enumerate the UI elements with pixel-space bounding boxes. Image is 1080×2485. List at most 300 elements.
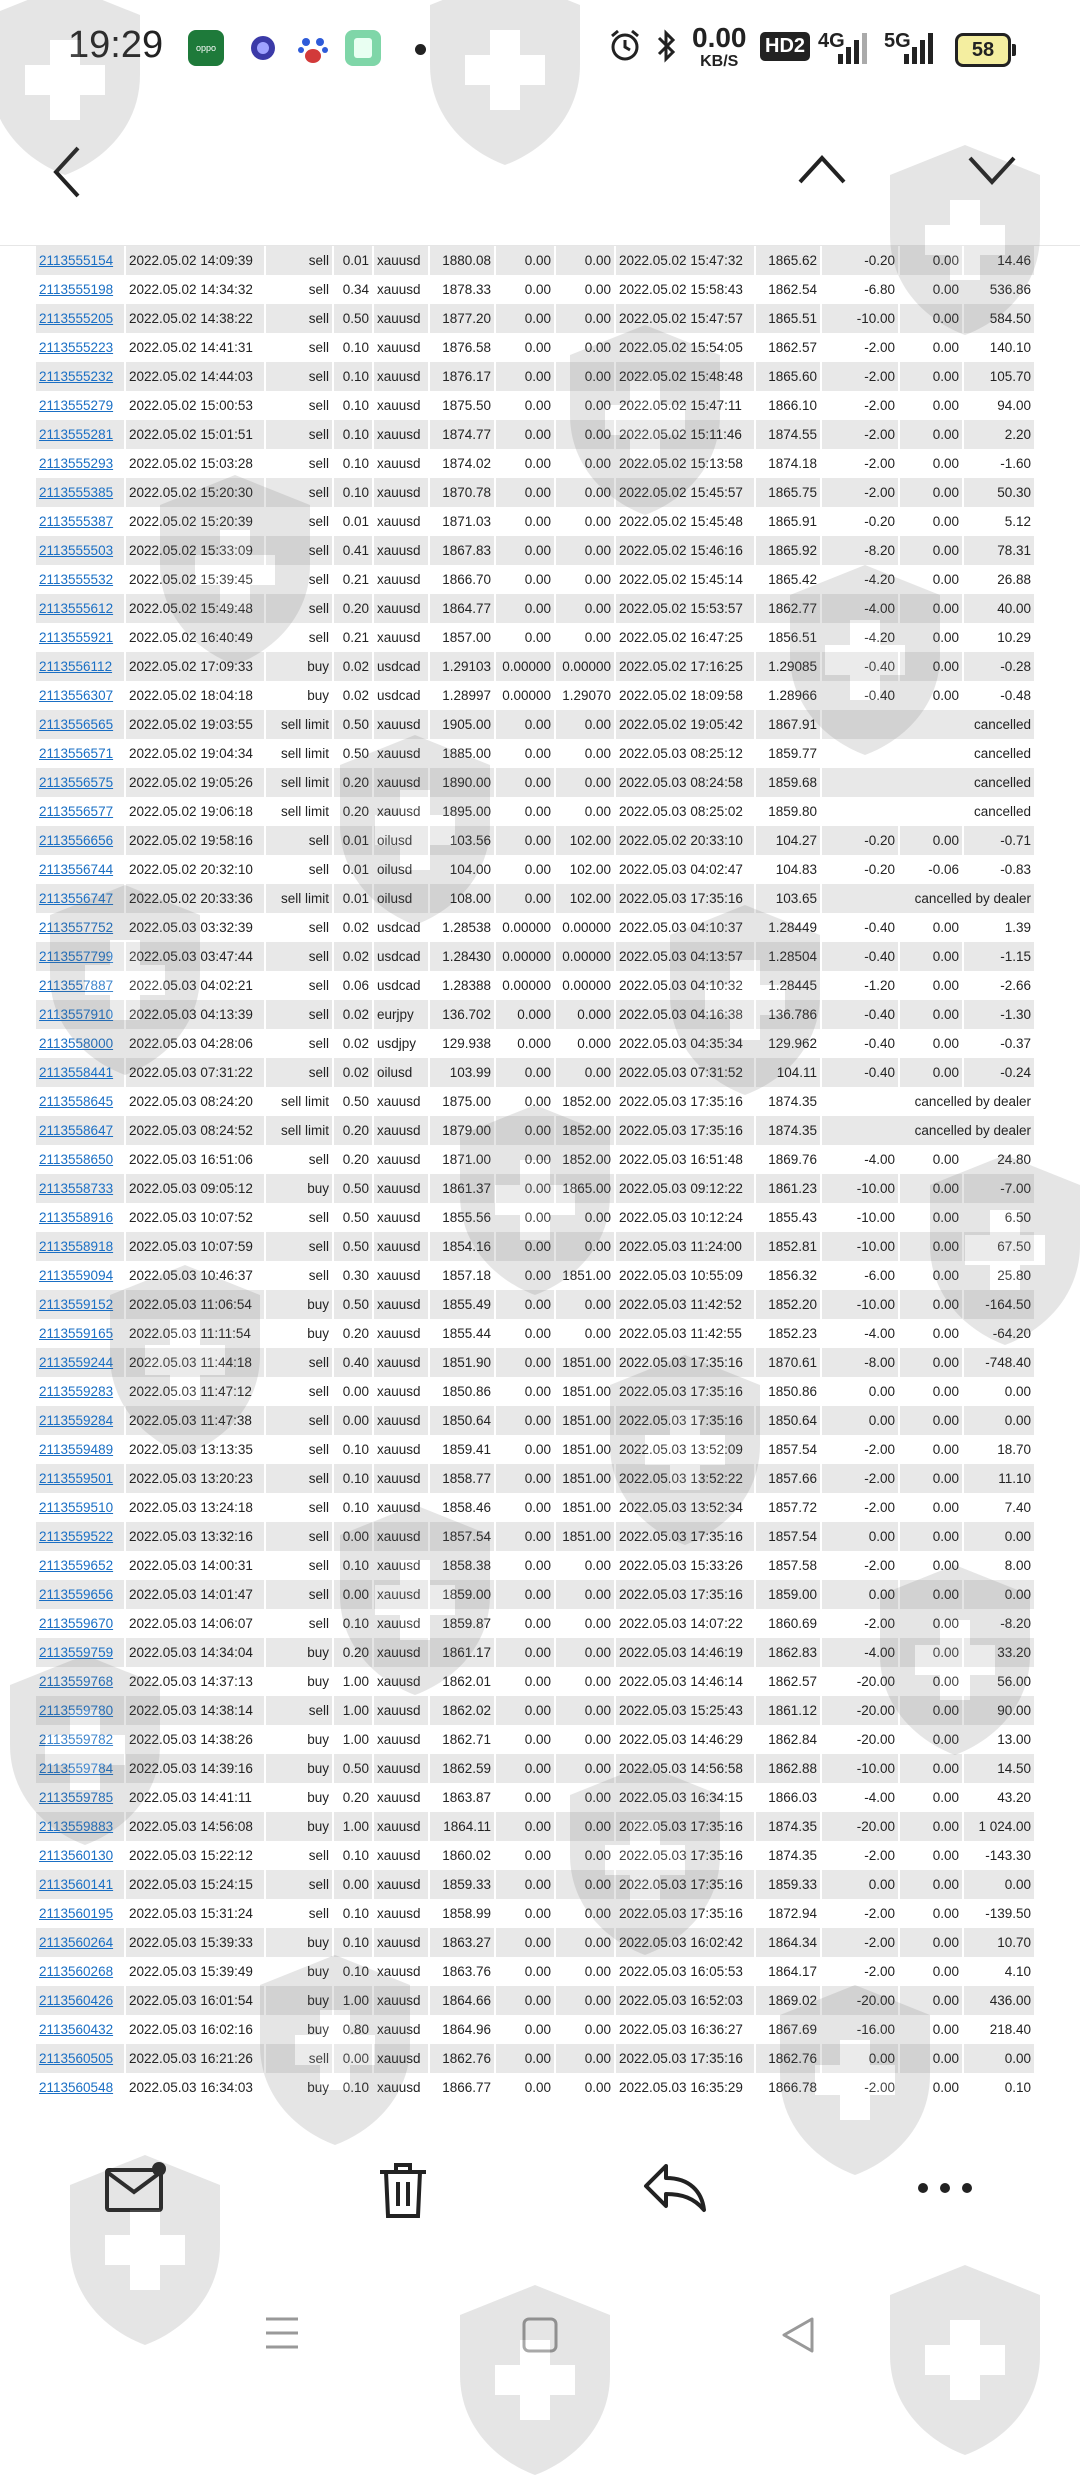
symbol-text: xauusd [377, 746, 421, 761]
symbol-text: xauusd [377, 804, 421, 819]
ticket-link[interactable] [36, 652, 125, 681]
ticket-link-text[interactable]: 2113555223 [39, 340, 114, 355]
order-type-text: buy [307, 1674, 329, 1689]
close-price [755, 1551, 821, 1580]
stop-loss-text: 0.000 [517, 1007, 551, 1022]
close-time-text: 2022.05.03 13:52:34 [619, 1500, 743, 1515]
close-price [755, 1261, 821, 1290]
take-profit [555, 2073, 615, 2102]
order-type-text: sell [308, 920, 329, 935]
table-row [36, 1406, 1035, 1435]
close-price [755, 333, 821, 362]
stop-loss-text: 0.00000 [502, 978, 551, 993]
ticket-link[interactable] [36, 246, 125, 275]
mail-icon[interactable] [103, 2160, 169, 2221]
take-profit-text: 0.00 [584, 1674, 611, 1689]
close-time-text: 2022.05.02 20:33:10 [619, 833, 743, 848]
close-price [755, 942, 821, 971]
profit-text: 0.00 [1004, 1877, 1031, 1892]
ticket-link[interactable] [36, 1638, 125, 1667]
open-price-text: 1854.16 [442, 1239, 491, 1254]
open-price [429, 1261, 495, 1290]
ticket-link-text[interactable]: 2113556112 [39, 659, 113, 674]
volume [333, 710, 373, 739]
ticket-link[interactable] [36, 1290, 125, 1319]
symbol-text: xauusd [377, 2051, 421, 2066]
more-icon[interactable] [915, 2180, 975, 2201]
open-time-text: 2022.05.02 14:34:32 [129, 282, 253, 297]
ticket-link-text[interactable]: 2113559785 [39, 1790, 114, 1805]
ticket-link[interactable] [36, 1609, 125, 1638]
open-time-text: 2022.05.03 08:24:20 [129, 1094, 253, 1109]
ticket-link-text[interactable]: 2113557887 [39, 978, 114, 993]
ticket-link[interactable] [36, 1841, 125, 1870]
signal-4g-label: 4G [818, 30, 845, 52]
volume [333, 1232, 373, 1261]
trash-icon[interactable] [378, 2160, 428, 2225]
take-profit-text: 0.00 [584, 2080, 611, 2095]
ticket-link[interactable] [36, 1899, 125, 1928]
swap-text: 0.00 [932, 1732, 959, 1747]
ticket-link-text[interactable]: 2113558000 [39, 1036, 114, 1051]
symbol-text: xauusd [377, 398, 421, 413]
symbol [373, 797, 429, 826]
ticket-link-text[interactable]: 2113558733 [39, 1181, 114, 1196]
ticket-link[interactable] [36, 1696, 125, 1725]
close-time-text: 2022.05.03 17:35:16 [619, 1848, 743, 1863]
ticket-link-text[interactable]: 2113557752 [39, 920, 114, 935]
ticket-link-text[interactable]: 2113558918 [39, 1239, 114, 1254]
ticket-link[interactable] [36, 768, 125, 797]
ticket-link-text[interactable]: 2113560268 [39, 1964, 114, 1979]
stop-loss [495, 768, 555, 797]
orders-table [36, 246, 1036, 2102]
volume-text: 0.10 [342, 456, 369, 471]
symbol-text: xauusd [377, 253, 421, 268]
ticket-link[interactable] [36, 1986, 125, 2015]
close-price-text: 1859.80 [768, 804, 817, 819]
ticket-link-text[interactable]: 2113556307 [39, 688, 114, 703]
ticket-link[interactable] [36, 1406, 125, 1435]
ticket-link-text[interactable]: 2113555387 [39, 514, 114, 529]
ticket-link-text[interactable]: 2113559652 [39, 1558, 114, 1573]
symbol-text: xauusd [377, 1529, 421, 1544]
ticket-link[interactable] [36, 1667, 125, 1696]
open-price-text: 1905.00 [442, 717, 491, 732]
order-type [265, 826, 333, 855]
take-profit-text: 0.00000 [562, 978, 611, 993]
ticket-link[interactable] [36, 391, 125, 420]
ticket-link[interactable] [36, 826, 125, 855]
ticket-link[interactable] [36, 681, 125, 710]
email-content[interactable] [0, 245, 1080, 2116]
profit-text: 140.10 [989, 340, 1031, 355]
ticket-link-text[interactable]: 2113556577 [39, 804, 114, 819]
commission-text: 0.00 [868, 1877, 895, 1892]
ticket-link-text[interactable]: 2113556575 [39, 775, 114, 790]
take-profit-text: 0.000 [577, 1036, 611, 1051]
commission-text: -10.00 [856, 1210, 895, 1225]
ticket-link[interactable] [36, 710, 125, 739]
close-price-text: 1.28445 [768, 978, 817, 993]
symbol-text: oilusd [377, 833, 413, 848]
commission [821, 1493, 899, 1522]
take-profit [555, 2015, 615, 2044]
net-speed-value: 0.00 [692, 22, 747, 53]
table-row [36, 681, 1035, 710]
open-price-text: 1885.00 [442, 746, 491, 761]
stop-loss-text: 0.00 [524, 746, 551, 761]
ticket-link[interactable] [36, 855, 125, 884]
take-profit-text: 0.00 [584, 485, 611, 500]
ticket-link-text[interactable]: 2113559152 [39, 1297, 114, 1312]
profit [963, 681, 1035, 710]
take-profit [555, 681, 615, 710]
ticket-link-text[interactable]: 2113556656 [39, 833, 114, 848]
commission [821, 1899, 899, 1928]
close-price [755, 1986, 821, 2015]
order-type-text: sell [308, 601, 329, 616]
volume-text: 0.10 [342, 1935, 369, 1950]
symbol [373, 1957, 429, 1986]
order-type [265, 681, 333, 710]
stop-loss-text: 0.00 [524, 1152, 551, 1167]
menu-icon[interactable] [262, 2315, 302, 2356]
close-price [755, 1087, 821, 1116]
ticket-link[interactable] [36, 1000, 125, 1029]
volume [333, 652, 373, 681]
ticket-link-text[interactable]: 2113555532 [39, 572, 114, 587]
profit [963, 1812, 1035, 1841]
swap-text: 0.00 [932, 1500, 959, 1515]
ticket-link-text[interactable]: 2113559489 [39, 1442, 114, 1457]
commission [821, 449, 899, 478]
ticket-link[interactable] [36, 1203, 125, 1232]
open-time [125, 333, 265, 362]
home-icon[interactable] [520, 2315, 560, 2360]
open-time-text: 2022.05.03 13:32:16 [129, 1529, 253, 1544]
ticket-link-text[interactable]: 2113560505 [39, 2051, 114, 2066]
order-type-text: sell [308, 369, 329, 384]
ticket-link-text[interactable]: 2113560548 [39, 2080, 114, 2095]
order-type [265, 2015, 333, 2044]
swap [899, 1464, 963, 1493]
ticket-link[interactable] [36, 1087, 125, 1116]
profit-text: -0.24 [1000, 1065, 1031, 1080]
ticket-link[interactable] [36, 1319, 125, 1348]
ticket-link[interactable] [36, 1928, 125, 1957]
ticket-link-text[interactable]: 2113559501 [39, 1471, 114, 1486]
ticket-link-text[interactable]: 2113559094 [39, 1268, 114, 1283]
commission-text: -0.20 [864, 833, 895, 848]
stop-loss-text: 0.00 [524, 1761, 551, 1776]
table-row [36, 275, 1035, 304]
open-price-text: 1864.11 [443, 1819, 491, 1834]
symbol [373, 971, 429, 1000]
take-profit-text: 0.00 [584, 456, 611, 471]
ticket-link-text[interactable]: 2113559670 [39, 1616, 114, 1631]
ticket-link-text[interactable]: 2113560432 [39, 2022, 114, 2037]
close-price [755, 1783, 821, 1812]
ticket-link[interactable] [36, 478, 125, 507]
ticket-link-text[interactable]: 2113556565 [39, 717, 114, 732]
volume [333, 1928, 373, 1957]
close-time [615, 449, 755, 478]
close-time-text: 2022.05.03 08:24:58 [619, 775, 743, 790]
system-nav-bar [0, 2275, 1080, 2400]
ticket-link[interactable] [36, 1145, 125, 1174]
order-type [265, 2044, 333, 2073]
ticket-link-text[interactable]: 2113559768 [39, 1674, 114, 1689]
ticket-link-text[interactable]: 2113558650 [39, 1152, 114, 1167]
order-type [265, 507, 333, 536]
ticket-link-text[interactable]: 2113555198 [39, 282, 114, 297]
open-time [125, 1812, 265, 1841]
ticket-link[interactable] [36, 362, 125, 391]
ticket-link[interactable] [36, 884, 125, 913]
ticket-link-text[interactable]: 2113559510 [39, 1500, 114, 1515]
take-profit [555, 333, 615, 362]
open-time-text: 2022.05.02 19:04:34 [129, 746, 253, 761]
order-type-text: sell [308, 543, 329, 558]
ticket-link-text[interactable]: 2113555293 [39, 456, 114, 471]
ticket-link-text[interactable]: 2113555503 [39, 543, 114, 558]
stop-loss-text: 0.00 [524, 1616, 551, 1631]
ticket-link-text[interactable]: 2113559883 [39, 1819, 114, 1834]
ticket-link[interactable] [36, 1464, 125, 1493]
ticket-link[interactable] [36, 1261, 125, 1290]
ticket-link[interactable] [36, 1522, 125, 1551]
ticket-link[interactable] [36, 623, 125, 652]
ticket-link-text[interactable]: 2113555281 [39, 427, 114, 442]
ticket-link-text[interactable]: 2113555921 [39, 630, 114, 645]
profit-text: 6.50 [1004, 1210, 1031, 1225]
ticket-link-text[interactable]: 2113560426 [39, 1993, 114, 2008]
take-profit [555, 391, 615, 420]
back-triangle-icon[interactable] [778, 2315, 818, 2360]
open-time [125, 623, 265, 652]
stop-loss-text: 0.00 [524, 804, 551, 819]
profit [963, 1870, 1035, 1899]
symbol-text: xauusd [377, 1268, 421, 1283]
ticket-link[interactable] [36, 1812, 125, 1841]
close-time [615, 333, 755, 362]
close-time-text: 2022.05.03 04:13:57 [619, 949, 743, 964]
chevron-down-icon[interactable] [966, 150, 1018, 195]
close-time-text: 2022.05.03 11:42:55 [619, 1326, 742, 1341]
volume-text: 0.01 [342, 833, 369, 848]
order-type [265, 1319, 333, 1348]
ticket-link[interactable] [36, 1870, 125, 1899]
swap [899, 1435, 963, 1464]
commission [821, 623, 899, 652]
ticket-link-text[interactable]: 2113559165 [39, 1326, 114, 1341]
close-price [755, 1000, 821, 1029]
ticket-link[interactable] [36, 1493, 125, 1522]
ticket-link[interactable] [36, 304, 125, 333]
order-type [265, 1696, 333, 1725]
stop-loss [495, 333, 555, 362]
close-time-text: 2022.05.03 04:16:38 [619, 1007, 743, 1022]
chevron-left-icon[interactable] [48, 142, 88, 207]
ticket-link-text[interactable]: 2113558645 [39, 1094, 114, 1109]
close-time [615, 1319, 755, 1348]
ticket-link-text[interactable]: 2113559656 [39, 1587, 114, 1602]
order-type [265, 1841, 333, 1870]
ticket-link[interactable] [36, 739, 125, 768]
ticket-link[interactable] [36, 2073, 125, 2102]
symbol [373, 710, 429, 739]
profit-text: 218.40 [989, 2022, 1031, 2037]
close-price-text: 1859.77 [768, 746, 817, 761]
profit-text: 11.10 [998, 1471, 1031, 1486]
close-price-text: 1860.69 [768, 1616, 817, 1631]
open-price-text: 1877.20 [442, 311, 491, 326]
ticket-link[interactable] [36, 1754, 125, 1783]
ticket-link-text[interactable]: 2113559283 [39, 1384, 114, 1399]
commission-text: -2.00 [864, 1558, 895, 1573]
swap [899, 681, 963, 710]
ticket-link[interactable] [36, 1551, 125, 1580]
ticket-link[interactable] [36, 1580, 125, 1609]
ticket-link-text[interactable]: 2113556571 [39, 746, 114, 761]
ticket-link-text[interactable]: 2113559780 [39, 1703, 114, 1718]
order-type-text: sell [308, 1065, 329, 1080]
volume-text: 0.21 [342, 630, 369, 645]
order-type [265, 797, 333, 826]
ticket-link-text[interactable]: 2113555612 [39, 601, 114, 616]
open-time [125, 1899, 265, 1928]
close-price [755, 1232, 821, 1261]
open-price [429, 1464, 495, 1493]
ticket-link-text[interactable]: 2113557799 [39, 949, 114, 964]
ticket-link[interactable] [36, 594, 125, 623]
ticket-link-text[interactable]: 2113559244 [39, 1355, 114, 1370]
profit [963, 1464, 1035, 1493]
ticket-link[interactable] [36, 1348, 125, 1377]
ticket-link[interactable] [36, 420, 125, 449]
table-row [36, 1174, 1035, 1203]
close-time-text: 2022.05.03 07:31:52 [619, 1065, 743, 1080]
symbol-text: xauusd [377, 1442, 421, 1457]
ticket-link-text[interactable]: 2113557910 [39, 1007, 114, 1022]
ticket-link-text[interactable]: 2113560195 [39, 1906, 114, 1921]
ticket-link-text[interactable]: 2113555385 [39, 485, 114, 500]
close-time-text: 2022.05.02 15:47:11 [619, 398, 742, 413]
volume [333, 942, 373, 971]
commission [821, 1870, 899, 1899]
order-status-text: cancelled by dealer [914, 1094, 1031, 1109]
ticket-link-text[interactable]: 2113555279 [39, 398, 114, 413]
symbol-text: xauusd [377, 1993, 421, 2008]
open-time-text: 2022.05.03 14:37:13 [129, 1674, 253, 1689]
stop-loss [495, 565, 555, 594]
symbol-text: xauusd [377, 514, 421, 529]
take-profit-text: 0.00 [584, 1761, 611, 1776]
take-profit [555, 2044, 615, 2073]
stop-loss [495, 2073, 555, 2102]
ticket-link[interactable] [36, 565, 125, 594]
ticket-link[interactable] [36, 507, 125, 536]
profit [963, 1986, 1035, 2015]
ticket-link-text[interactable]: 2113559759 [39, 1645, 114, 1660]
open-price [429, 1377, 495, 1406]
open-time-text: 2022.05.03 13:13:35 [129, 1442, 253, 1457]
order-type [265, 1029, 333, 1058]
ticket-link[interactable] [36, 971, 125, 1000]
ticket-link[interactable] [36, 1174, 125, 1203]
stop-loss-text: 0.00 [524, 1268, 551, 1283]
ticket-link[interactable] [36, 333, 125, 362]
order-type-text: sell [308, 2051, 329, 2066]
close-time-text: 2022.05.03 16:36:27 [619, 2022, 743, 2037]
close-time-text: 2022.05.03 17:35:16 [619, 2051, 743, 2066]
take-profit [555, 1986, 615, 2015]
ticket-link[interactable] [36, 1435, 125, 1464]
ticket-link[interactable] [36, 275, 125, 304]
top-nav [0, 100, 1080, 245]
ticket-link-text[interactable]: 2113559782 [39, 1732, 114, 1747]
stop-loss-text: 0.00 [524, 1384, 551, 1399]
open-time [125, 1319, 265, 1348]
ticket-link[interactable] [36, 2015, 125, 2044]
ticket-link[interactable] [36, 1029, 125, 1058]
ticket-link[interactable] [36, 913, 125, 942]
ticket-link-text[interactable]: 2113555232 [39, 369, 114, 384]
ticket-link-text[interactable]: 2113556744 [39, 862, 114, 877]
ticket-link[interactable] [36, 2044, 125, 2073]
stop-loss-text: 0.00 [524, 862, 551, 877]
chevron-up-icon[interactable] [796, 150, 848, 195]
ticket-link[interactable] [36, 1377, 125, 1406]
open-time [125, 420, 265, 449]
symbol-text: xauusd [377, 1732, 421, 1747]
ticket-link-text[interactable]: 2113555154 [39, 253, 114, 268]
symbol [373, 623, 429, 652]
ticket-link-text[interactable]: 2113559284 [39, 1413, 114, 1428]
ticket-link-text[interactable]: 2113555205 [39, 311, 114, 326]
ticket-link-text[interactable]: 2113560264 [39, 1935, 114, 1950]
ticket-link-text[interactable]: 2113560130 [39, 1848, 114, 1863]
ticket-link[interactable] [36, 449, 125, 478]
ticket-link-text[interactable]: 2113556747 [39, 891, 114, 906]
ticket-link[interactable] [36, 1058, 125, 1087]
open-time-text: 2022.05.02 16:40:49 [129, 630, 253, 645]
ticket-link-text[interactable]: 2113558647 [39, 1123, 114, 1138]
ticket-link[interactable] [36, 1957, 125, 1986]
open-price-text: 1860.02 [442, 1848, 491, 1863]
close-time-text: 2022.05.03 16:02:42 [619, 1935, 743, 1950]
ticket-link[interactable] [36, 797, 125, 826]
ticket-link[interactable] [36, 536, 125, 565]
ticket-link[interactable] [36, 1232, 125, 1261]
ticket-link[interactable] [36, 942, 125, 971]
ticket-link-text[interactable]: 2113558916 [39, 1210, 114, 1225]
ticket-link-text[interactable]: 2113560141 [39, 1877, 114, 1892]
open-time [125, 304, 265, 333]
order-type-text: buy [307, 1732, 329, 1747]
ticket-link[interactable] [36, 1116, 125, 1145]
order-type [265, 1812, 333, 1841]
ticket-link[interactable] [36, 1725, 125, 1754]
reply-icon[interactable] [642, 2160, 708, 2221]
take-profit [555, 1783, 615, 1812]
ticket-link-text[interactable]: 2113559522 [39, 1529, 114, 1544]
ticket-link-text[interactable]: 2113559784 [39, 1761, 114, 1776]
ticket-link-text[interactable]: 2113558441 [39, 1065, 114, 1080]
symbol-text: xauusd [377, 1384, 421, 1399]
ticket-link[interactable] [36, 1783, 125, 1812]
